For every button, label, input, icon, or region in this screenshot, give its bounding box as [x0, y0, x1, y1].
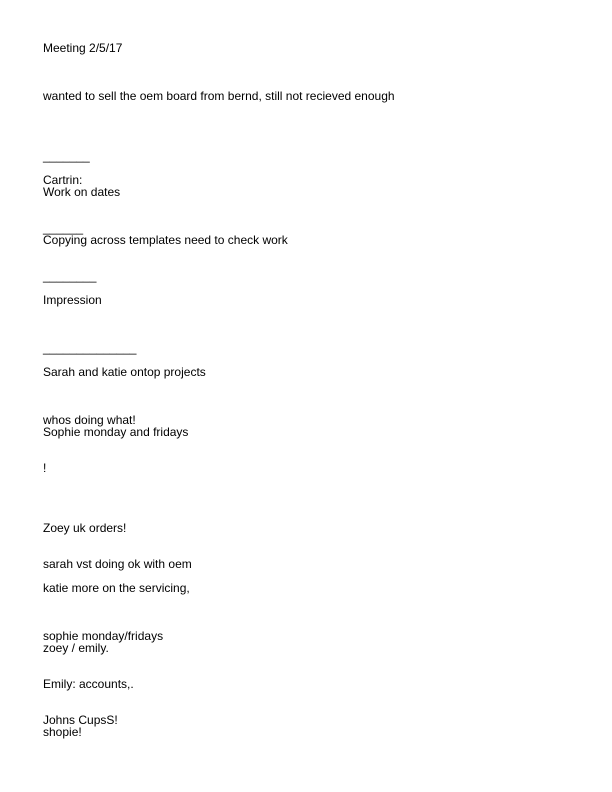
- note-cartrin-label: Cartrin:: [43, 173, 83, 187]
- note-sarah-katie-projects: Sarah and katie ontop projects: [43, 365, 206, 379]
- note-shopie: shopie!: [43, 725, 82, 739]
- note-impression: Impression: [43, 293, 102, 307]
- note-cartrin-task: Work on dates: [43, 185, 121, 199]
- divider-rule: ______________: [43, 341, 137, 355]
- divider-rule: _______: [43, 149, 90, 163]
- divider-rule: ______: [43, 221, 84, 235]
- note-sophie-days: sophie monday/fridays: [43, 629, 164, 643]
- divider-rule: ________: [43, 269, 97, 283]
- document-title: Meeting 2/5/17: [43, 41, 123, 55]
- note-sarah-vst: sarah vst doing ok with oem: [43, 557, 192, 571]
- note-copying-templates: Copying across templates need to check work: [43, 233, 288, 247]
- note-zoey-emily: zoey / emily.: [43, 641, 109, 655]
- note-zoey-uk-orders: Zoey uk orders!: [43, 521, 127, 535]
- note-katie-servicing: katie more on the servicing,: [43, 581, 190, 595]
- note-emily-accounts: Emily: accounts,.: [43, 677, 134, 691]
- note-johns-cups: Johns CupsS!: [43, 713, 118, 727]
- note-oem-board: wanted to sell the oem board from bernd, still not recieved enough: [43, 89, 395, 103]
- note-whos-doing-what: whos doing what!: [43, 413, 136, 427]
- note-sophie-days: Sophie monday and fridays: [43, 425, 189, 439]
- note-exclamation: !: [43, 461, 47, 475]
